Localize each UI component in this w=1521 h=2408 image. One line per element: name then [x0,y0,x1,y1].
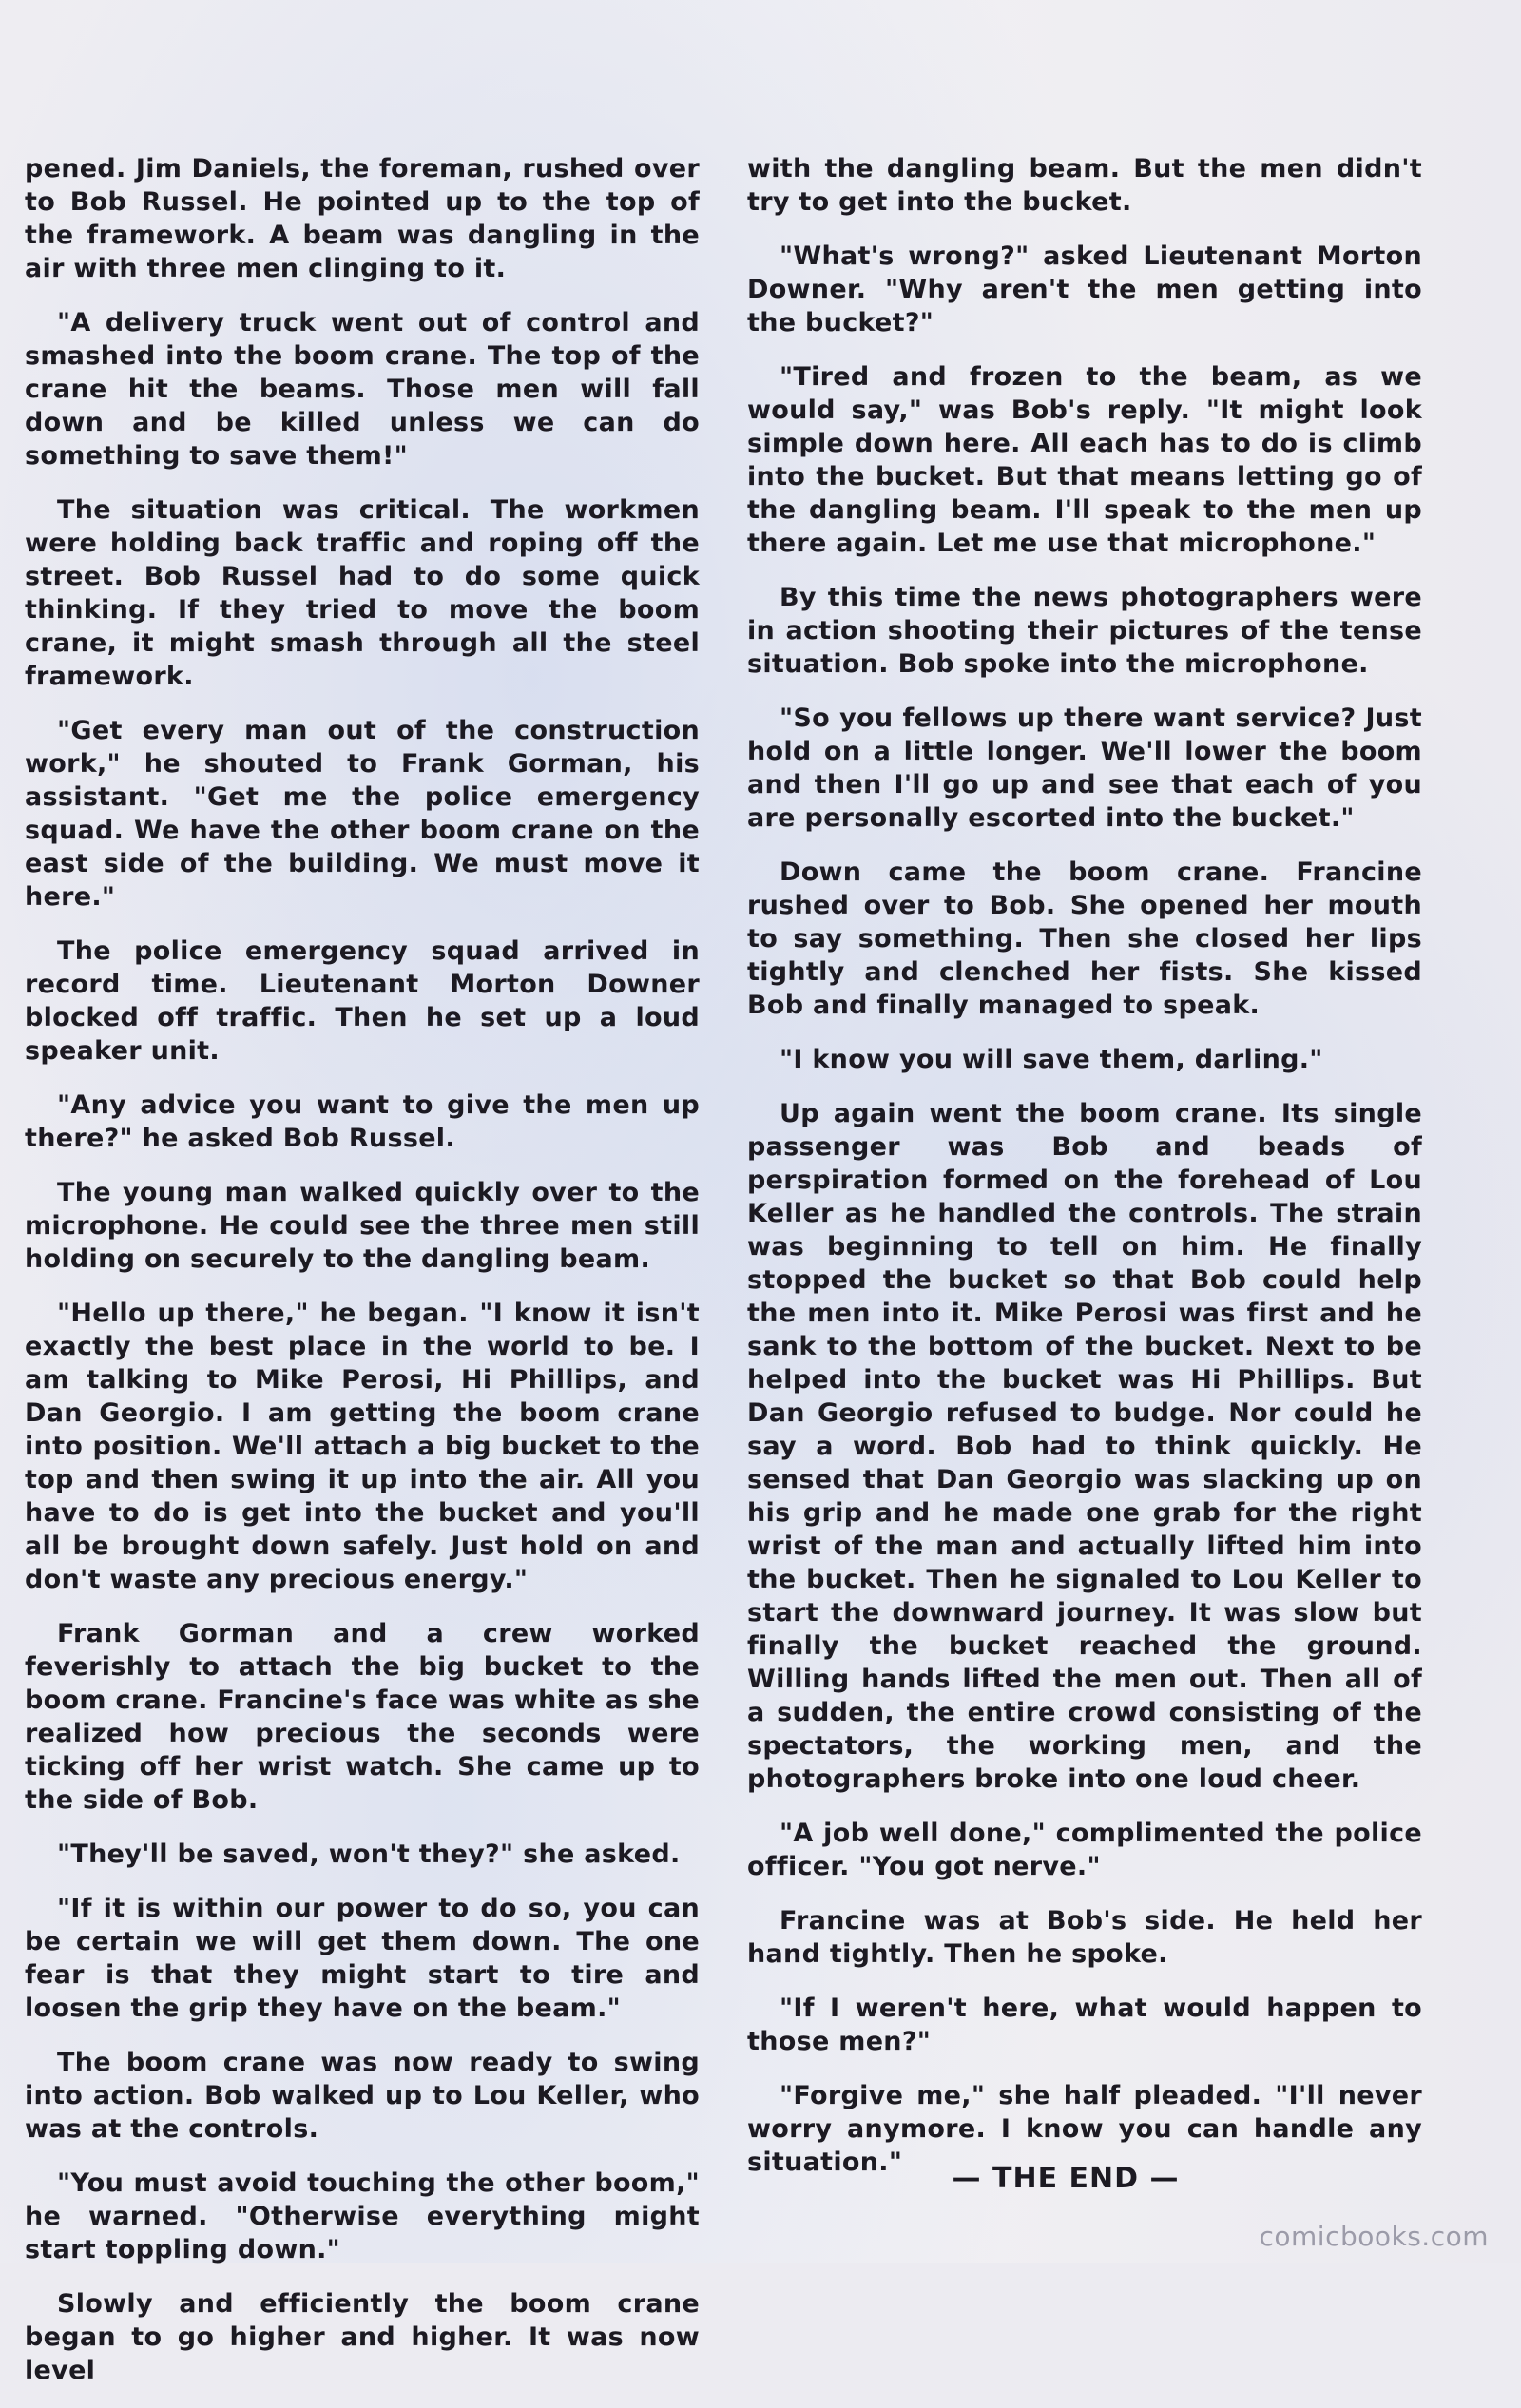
paragraph: "Get every man out of the construction work," he shouted to Frank Gorman, his assistant. "Get me the police emergency squad. We have the other boom crane on the east side of the building. We must move it here." [25,716,700,912]
paragraph: "They'll be saved, won't they?" she asked. [57,1840,681,1869]
paragraph: Frank Gorman and a crew worked feverishly to attach the big bucket to the boom crane. Francine's face was white as she realized how precious the seconds were ticking off her wrist watch. She came up to the side of Bob. [25,1619,700,1815]
paragraph: "If it is within our power to do so, you can be certain we will get them down. The one fear is that they might start to tire and loosen the grip they have on the beam." [25,1894,700,2023]
paragraph: The police emergency squad arrived in record time. Lieutenant Morton Downer blocked off traffic. Then he set up a loud speaker unit. [25,936,700,1066]
paragraph: "Forgive me," she half pleaded. "I'll never worry anymore. I know you can handle any situation." [747,2081,1422,2177]
paragraph: pened. Jim Daniels, the foreman, rushed over to Bob Russel. He pointed up to the top of the framework. A beam was dangling in the air with three men clinging to it. [25,154,700,283]
paragraph: "Any advice you want to give the men up there?" he asked Bob Russel. [25,1090,700,1153]
paragraph: with the dangling beam. But the men didn't try to get into the bucket. [747,154,1422,217]
paragraph: "Tired and frozen to the beam, as we would say," was Bob's reply. "It might look simple down here. All each has to do is climb into the bucket. But that means letting go of the dangling beam. I'll speak to the men up there again. Let me use that microphone." [747,362,1422,558]
paragraph: "You must avoid touching the other boom," he warned. "Otherwise everything might start toppling down." [25,2168,700,2264]
paragraph: By this time the news photographers were in action shooting their pictures of the tense situation. Bob spoke into the microphone. [747,583,1422,679]
the-end-marker: — THE END — [952,2162,1180,2195]
paragraph: "So you fellows up there want service? Just hold on a little longer. We'll lower the boom and then I'll go up and see that each of you are personally escorted into the bucket." [747,703,1422,833]
paragraph: "I know you will save them, darling." [780,1045,1323,1074]
paragraph: "Hello up there," he began. "I know it isn't exactly the best place in the world to be. I am talking to Mike Perosi, Hi Phillips, and Dan Georgio. I am getting the boom crane into position. We'll attach a big bucket to the top and then swing it up into the air. All you have to do is get into the bucket and you'll all be brought down safely. Just hold on and don't waste any precious energy." [25,1299,700,1594]
paragraph: The boom crane was now ready to swing into action. Bob walked up to Lou Keller, who was at the controls. [25,2048,700,2144]
paragraph: Francine was at Bob's side. He held her hand tightly. Then he spoke. [747,1906,1422,1969]
paragraph: "A job well done," complimented the police officer. "You got nerve." [747,1819,1422,1881]
paragraph: The situation was critical. The workmen were holding back traffic and roping off the street. Bob Russel had to do some quick thinking. If they tried to move the boom crane, it might smash through all the steel framework. [25,495,700,691]
paragraph: Up again went the boom crane. Its single passenger was Bob and beads of perspiration formed on the forehead of Lou Keller as he handled the controls. The strain was beginning to tell on him. He finally stopped the bucket so that Bob could help the men into it. Mike Perosi was first and he sank to the bottom of the bucket. Next to be helped into the bucket was Hi Phillips. But Dan Georgio refused to budge. Nor could he say a word. Bob had to think quickly. He sensed that Dan Georgio was slacking up on his grip and he made one grab for the right wrist of the man and actually lifted him into the bucket. Then he signaled to Lou Keller to start the downward journey. It was slow but finally the bucket reached the ground. Willing hands lifted the men out. Then all of a sudden, the entire crowd consisting of the spectators, the working men, and the photographers broke into one loud cheer. [747,1099,1422,1794]
paragraph: The young man walked quickly over to the microphone. He could see the three men still holding on securely to the dangling beam. [25,1178,700,1274]
paragraph: "What's wrong?" asked Lieutenant Morton Downer. "Why aren't the men getting into the bucket?" [747,241,1422,337]
left-text-column [25,152,700,2408]
paragraph: "A delivery truck went out of control and smashed into the boom crane. The top of the crane hit the beams. Those men will fall down and be killed unless we can do something to save them!" [25,308,700,471]
paragraph: "If I weren't here, what would happen to those men?" [747,1994,1422,2056]
paragraph: Down came the boom crane. Francine rushed over to Bob. She opened her mouth to say something. Then she closed her lips tightly and clenched her fists. She kissed Bob and finally managed to speak. [747,857,1422,1020]
right-text-column [747,152,1422,2200]
paragraph: Slowly and efficiently the boom crane began to go higher and higher. It was now level [25,2289,700,2385]
site-watermark: comicbooks.com [1259,2221,1489,2252]
